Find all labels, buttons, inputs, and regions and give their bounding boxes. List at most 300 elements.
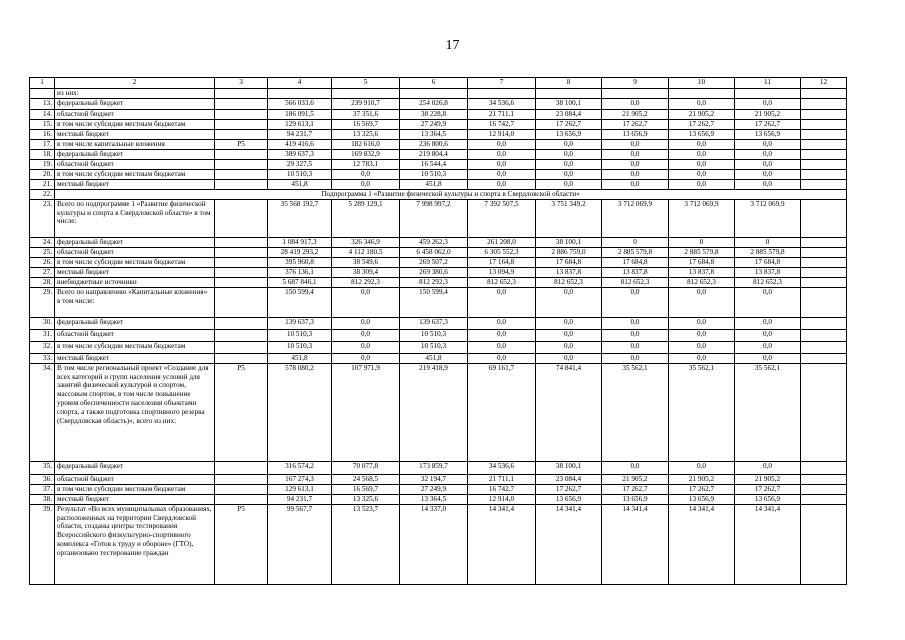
value-cell [602, 88, 669, 98]
row-number-cell: 15. [30, 119, 55, 129]
goal-number-cell [215, 277, 268, 287]
value-cell: 150 599,4 [268, 287, 332, 317]
value-cell: 17 684,8 [602, 257, 669, 267]
header-cell: 6 [400, 78, 468, 89]
value-cell: 17 164,8 [468, 257, 536, 267]
value-cell: 13 656,9 [602, 129, 669, 139]
value-cell: 13 656,9 [669, 129, 735, 139]
value-cell: 21 905,2 [602, 474, 669, 484]
value-cell: 219 418,9 [400, 363, 468, 461]
empty-cell [801, 237, 847, 247]
value-cell: 0,0 [735, 179, 801, 189]
empty-cell [801, 317, 847, 329]
value-cell: 269 507,2 [400, 257, 468, 267]
value-cell: 21 711,1 [468, 109, 536, 119]
value-cell: 0,0 [735, 317, 801, 329]
value-cell: 0,0 [332, 353, 400, 363]
source-name-cell: федеральный бюджет [55, 149, 215, 159]
empty-cell [801, 98, 847, 109]
value-cell: 37 351,6 [332, 109, 400, 119]
value-cell: 16 569,7 [332, 119, 400, 129]
source-name-cell: в том числе субсидии местным бюджетам [55, 169, 215, 179]
value-cell: 0 [602, 237, 669, 247]
value-cell: 0,0 [669, 149, 735, 159]
value-cell: 316 574,2 [268, 461, 332, 474]
source-name-cell: областной бюджет [55, 247, 215, 257]
value-cell: 35 562,1 [669, 363, 735, 461]
value-cell: 0,0 [468, 149, 536, 159]
value-cell: 812 292,3 [400, 277, 468, 287]
row-number-cell: 39. [30, 504, 55, 584]
value-cell: 0,0 [602, 98, 669, 109]
source-name-cell: Всего по направлению «Капитальные вложения» в том числе: [55, 287, 215, 317]
row-number-cell: 33. [30, 353, 55, 363]
source-name-cell: областной бюджет [55, 159, 215, 169]
value-cell: 578 080,2 [268, 363, 332, 461]
goal-number-cell [215, 474, 268, 484]
value-cell: 38 100,1 [536, 461, 602, 474]
table-row [30, 277, 847, 287]
value-cell: 0,0 [536, 341, 602, 353]
value-cell: 0,0 [332, 317, 400, 329]
value-cell: 0,0 [332, 287, 400, 317]
row-number-cell: 28. [30, 277, 55, 287]
table-row [30, 341, 847, 353]
value-cell: 13 656,9 [735, 129, 801, 139]
empty-cell [801, 119, 847, 129]
empty-cell [801, 474, 847, 484]
value-cell: 451,8 [268, 353, 332, 363]
value-cell: 169 832,9 [332, 149, 400, 159]
source-name-cell: местный бюджет [55, 494, 215, 504]
value-cell: 239 910,7 [332, 98, 400, 109]
goal-number-cell [215, 129, 268, 139]
value-cell: 94 231,7 [268, 494, 332, 504]
value-cell: 419 416,6 [268, 139, 332, 149]
table-row [30, 461, 847, 474]
source-name-cell: в том числе субсидии местным бюджетам [55, 257, 215, 267]
value-cell: 0,0 [602, 287, 669, 317]
value-cell: 0,0 [669, 461, 735, 474]
row-number-cell: 37. [30, 484, 55, 494]
header-cell: 3 [215, 78, 268, 89]
value-cell: 32 194,7 [400, 474, 468, 484]
value-cell: 34 536,6 [468, 461, 536, 474]
row-number-cell: 27. [30, 267, 55, 277]
value-cell: 3 712 069,9 [669, 199, 735, 237]
value-cell: 566 033,6 [268, 98, 332, 109]
value-cell: 13 837,8 [735, 267, 801, 277]
value-cell: 0,0 [602, 329, 669, 341]
value-cell: 1 084 917,3 [268, 237, 332, 247]
value-cell: 21 905,2 [669, 474, 735, 484]
value-cell: 2 885 579,8 [735, 247, 801, 257]
row-number-cell [30, 88, 55, 98]
value-cell: 17 262,7 [602, 119, 669, 129]
value-cell: 139 637,3 [400, 317, 468, 329]
value-cell: 236 800,6 [400, 139, 468, 149]
value-cell: 13 837,8 [536, 267, 602, 277]
value-cell: 35 562,1 [602, 363, 669, 461]
value-cell: 14 337,0 [400, 504, 468, 584]
value-cell: 10 510,3 [400, 329, 468, 341]
empty-cell [801, 267, 847, 277]
value-cell: 14 341,4 [468, 504, 536, 584]
source-name-cell: в том числе капитальные вложения [55, 139, 215, 149]
table-row [30, 189, 847, 199]
value-cell: 395 960,8 [268, 257, 332, 267]
empty-cell [801, 504, 847, 584]
value-cell: 28 419 293,2 [268, 247, 332, 257]
value-cell: 0,0 [669, 287, 735, 317]
goal-number-cell [215, 109, 268, 119]
goal-number-cell [215, 484, 268, 494]
table-row [30, 353, 847, 363]
value-cell: 21 905,2 [735, 109, 801, 119]
goal-number-cell [215, 169, 268, 179]
header-cell: 2 [55, 78, 215, 89]
empty-cell [801, 247, 847, 257]
value-cell: 13 094,9 [468, 267, 536, 277]
value-cell: 0,0 [468, 317, 536, 329]
row-number-cell: 38. [30, 494, 55, 504]
goal-number-cell [215, 341, 268, 353]
value-cell: 0,0 [332, 341, 400, 353]
value-cell: 0,0 [735, 169, 801, 179]
value-cell: 0,0 [468, 287, 536, 317]
value-cell: 10 510,3 [268, 169, 332, 179]
value-cell: 261 208,0 [468, 237, 536, 247]
table-row [30, 257, 847, 267]
value-cell: 0,0 [735, 353, 801, 363]
value-cell: 812 652,3 [602, 277, 669, 287]
empty-cell [801, 109, 847, 119]
source-name-cell: федеральный бюджет [55, 461, 215, 474]
value-cell: 0,0 [468, 341, 536, 353]
table-row [30, 494, 847, 504]
row-number-cell: 21. [30, 179, 55, 189]
value-cell: 0,0 [468, 139, 536, 149]
value-cell: 451,8 [400, 353, 468, 363]
value-cell: 0,0 [468, 329, 536, 341]
source-name-cell: из них: [55, 88, 215, 98]
table-row [30, 474, 847, 484]
value-cell: 812 652,3 [536, 277, 602, 287]
source-name-cell: Результат «Во всех муниципальных образованиях, расположенных на территории Свердловской области, созданы центры тестирования Всероссийского физкультурно-спортивного комплекса «Готов к труду и обороне» (ГТО), организовано тестирование граждан [55, 504, 215, 584]
row-number-cell: 26. [30, 257, 55, 267]
value-cell: 0,0 [602, 341, 669, 353]
goal-number-cell [215, 267, 268, 277]
value-cell: 2 885 579,8 [602, 247, 669, 257]
value-cell: 139 637,3 [268, 317, 332, 329]
value-cell: 13 656,9 [669, 494, 735, 504]
empty-cell [801, 484, 847, 494]
value-cell [468, 88, 536, 98]
value-cell: 0,0 [735, 329, 801, 341]
value-cell: 451,8 [400, 179, 468, 189]
source-name-cell: федеральный бюджет [55, 98, 215, 109]
empty-cell [801, 494, 847, 504]
value-cell: 5 687 846,1 [268, 277, 332, 287]
source-name-cell: Всего по подпрограмме 1 «Развитие физической культуры и спорта в Свердловской области» в том числе: [55, 199, 215, 237]
value-cell: 74 841,4 [536, 363, 602, 461]
value-cell: 17 684,8 [669, 257, 735, 267]
value-cell: 0,0 [602, 159, 669, 169]
value-cell: 173 859,7 [400, 461, 468, 474]
goal-number-cell [215, 149, 268, 159]
value-cell: 10 510,3 [400, 341, 468, 353]
value-cell: 219 804,4 [400, 149, 468, 159]
header-cell: 12 [801, 78, 847, 89]
value-cell: 16 569,7 [332, 484, 400, 494]
table-row [30, 109, 847, 119]
value-cell: 0,0 [536, 179, 602, 189]
source-name-cell: федеральный бюджет [55, 237, 215, 247]
value-cell: 0,0 [468, 159, 536, 169]
value-cell: 13 325,6 [332, 129, 400, 139]
value-cell: 0,0 [669, 159, 735, 169]
value-cell: 6 305 552,3 [468, 247, 536, 257]
table-row [30, 329, 847, 341]
header-row [30, 78, 847, 89]
goal-number-cell [215, 287, 268, 317]
value-cell: 38 228,8 [400, 109, 468, 119]
source-name-cell: областной бюджет [55, 474, 215, 484]
value-cell: 13 656,9 [602, 494, 669, 504]
row-number-cell: 31. [30, 329, 55, 341]
value-cell: 12 914,0 [468, 494, 536, 504]
value-cell: 99 567,7 [268, 504, 332, 584]
goal-number-cell: Р5 [215, 139, 268, 149]
table-row [30, 149, 847, 159]
header-cell: 8 [536, 78, 602, 89]
value-cell: 0,0 [536, 317, 602, 329]
value-cell: 254 026,8 [400, 98, 468, 109]
empty-cell [801, 149, 847, 159]
value-cell: 0,0 [332, 169, 400, 179]
value-cell: 0,0 [669, 139, 735, 149]
value-cell: 17 262,7 [669, 119, 735, 129]
empty-cell [801, 159, 847, 169]
value-cell: 0,0 [536, 287, 602, 317]
value-cell: 16 742,7 [468, 119, 536, 129]
row-number-cell: 35. [30, 461, 55, 474]
goal-number-cell [215, 88, 268, 98]
source-name-cell: федеральный бюджет [55, 317, 215, 329]
value-cell: 186 091,5 [268, 109, 332, 119]
value-cell: 0,0 [669, 98, 735, 109]
table-row [30, 287, 847, 317]
value-cell: 0,0 [735, 287, 801, 317]
value-cell [669, 88, 735, 98]
value-cell: 70 077,8 [332, 461, 400, 474]
value-cell: 0,0 [602, 461, 669, 474]
value-cell: 3 712 069,9 [602, 199, 669, 237]
value-cell [332, 88, 400, 98]
value-cell: 2 885 579,8 [669, 247, 735, 257]
row-number-cell: 13. [30, 98, 55, 109]
source-name-cell: местный бюджет [55, 353, 215, 363]
value-cell: 0,0 [602, 353, 669, 363]
value-cell: 27 249,9 [400, 119, 468, 129]
value-cell: 16 742,7 [468, 484, 536, 494]
value-cell: 0,0 [735, 341, 801, 353]
value-cell: 14 341,4 [669, 504, 735, 584]
value-cell: 13 656,9 [536, 494, 602, 504]
value-cell: 0,0 [536, 169, 602, 179]
goal-number-cell [215, 237, 268, 247]
value-cell: 21 711,1 [468, 474, 536, 484]
row-number-cell: 20. [30, 169, 55, 179]
empty-cell [801, 329, 847, 341]
value-cell [268, 88, 332, 98]
value-cell: 21 905,2 [735, 474, 801, 484]
source-name-cell: областной бюджет [55, 109, 215, 119]
source-name-cell: в том числе субсидии местным бюджетам [55, 119, 215, 129]
value-cell: 7 998 997,2 [400, 199, 468, 237]
value-cell: 0,0 [602, 149, 669, 159]
header-cell: 7 [468, 78, 536, 89]
value-cell: 459 262,3 [400, 237, 468, 247]
value-cell: 14 341,4 [536, 504, 602, 584]
value-cell: 0,0 [669, 341, 735, 353]
goal-number-cell [215, 461, 268, 474]
row-number-cell: 23. [30, 199, 55, 237]
value-cell: 812 292,3 [332, 277, 400, 287]
row-number-cell: 22. [30, 189, 55, 199]
empty-cell [801, 88, 847, 98]
value-cell: 13 837,8 [669, 267, 735, 277]
empty-cell [801, 353, 847, 363]
table-row [30, 159, 847, 169]
goal-number-cell [215, 257, 268, 267]
value-cell: 17 262,7 [669, 484, 735, 494]
header-cell: 11 [735, 78, 801, 89]
row-number-cell: 24. [30, 237, 55, 247]
value-cell: 38 100,1 [536, 98, 602, 109]
row-number-cell: 32. [30, 341, 55, 353]
value-cell: 35 568 192,7 [268, 199, 332, 237]
value-cell: 14 341,4 [735, 504, 801, 584]
value-cell: 107 971,9 [332, 363, 400, 461]
value-cell: 129 613,1 [268, 119, 332, 129]
value-cell: 182 616,0 [332, 139, 400, 149]
row-number-cell: 14. [30, 109, 55, 119]
goal-number-cell: Р5 [215, 363, 268, 461]
value-cell: 812 652,3 [468, 277, 536, 287]
table-row [30, 119, 847, 129]
value-cell: 14 341,4 [602, 504, 669, 584]
value-cell: 10 510,3 [400, 169, 468, 179]
budget-table [29, 77, 847, 585]
value-cell: 0,0 [602, 179, 669, 189]
empty-cell [801, 199, 847, 237]
value-cell: 10 510,3 [268, 341, 332, 353]
table-row [30, 88, 847, 98]
value-cell: 13 656,9 [536, 129, 602, 139]
value-cell: 3 751 349,2 [536, 199, 602, 237]
table-row [30, 504, 847, 584]
value-cell: 326 346,9 [332, 237, 400, 247]
value-cell: 17 262,7 [536, 484, 602, 494]
value-cell: 24 568,5 [332, 474, 400, 484]
value-cell: 0 [669, 237, 735, 247]
source-name-cell: в том числе субсидии местным бюджетам [55, 341, 215, 353]
table-row [30, 169, 847, 179]
goal-number-cell [215, 329, 268, 341]
header-cell: 4 [268, 78, 332, 89]
empty-cell [801, 257, 847, 267]
empty-cell [801, 461, 847, 474]
value-cell: 34 536,6 [468, 98, 536, 109]
value-cell: 376 136,1 [268, 267, 332, 277]
value-cell: 0,0 [468, 179, 536, 189]
value-cell: 3 712 069,9 [735, 199, 801, 237]
value-cell: 38 549,6 [332, 257, 400, 267]
value-cell: 150 599,4 [400, 287, 468, 317]
value-cell: 0,0 [669, 353, 735, 363]
value-cell [735, 88, 801, 98]
header-cell: 5 [332, 78, 400, 89]
table-body [30, 78, 847, 585]
value-cell: 0,0 [669, 329, 735, 341]
row-number-cell: 17. [30, 139, 55, 149]
value-cell: 13 364,5 [400, 129, 468, 139]
value-cell: 17 262,7 [735, 119, 801, 129]
value-cell: 13 656,9 [735, 494, 801, 504]
value-cell: 0,0 [735, 461, 801, 474]
goal-number-cell [215, 98, 268, 109]
value-cell: 0,0 [468, 353, 536, 363]
table-row [30, 237, 847, 247]
value-cell: 38 309,4 [332, 267, 400, 277]
value-cell: 16 544,4 [400, 159, 468, 169]
value-cell: 812 652,3 [735, 277, 801, 287]
value-cell: 0,0 [602, 317, 669, 329]
table-row [30, 199, 847, 237]
empty-cell [801, 363, 847, 461]
table-row [30, 98, 847, 109]
value-cell: 4 112 180,5 [332, 247, 400, 257]
table-row [30, 179, 847, 189]
value-cell: 0,0 [536, 329, 602, 341]
goal-number-cell [215, 494, 268, 504]
value-cell: 13 523,7 [332, 504, 400, 584]
source-name-cell: областной бюджет [55, 329, 215, 341]
row-number-cell: 16. [30, 129, 55, 139]
empty-cell [801, 179, 847, 189]
table-row [30, 317, 847, 329]
empty-cell [801, 287, 847, 317]
source-name-cell: местный бюджет [55, 129, 215, 139]
header-cell: 1 [30, 78, 55, 89]
empty-cell [801, 129, 847, 139]
value-cell: 17 684,8 [735, 257, 801, 267]
value-cell: 17 262,7 [735, 484, 801, 494]
source-name-cell: внебюджетные источники [55, 277, 215, 287]
value-cell: 129 613,1 [268, 484, 332, 494]
table-row [30, 139, 847, 149]
value-cell: 0,0 [669, 179, 735, 189]
goal-number-cell [215, 119, 268, 129]
value-cell: 17 262,7 [536, 119, 602, 129]
value-cell: 0,0 [735, 159, 801, 169]
value-cell: 6 458 062,0 [400, 247, 468, 257]
value-cell: 0 [735, 237, 801, 247]
value-cell: 13 325,6 [332, 494, 400, 504]
goal-number-cell [215, 247, 268, 257]
value-cell: 0,0 [669, 169, 735, 179]
